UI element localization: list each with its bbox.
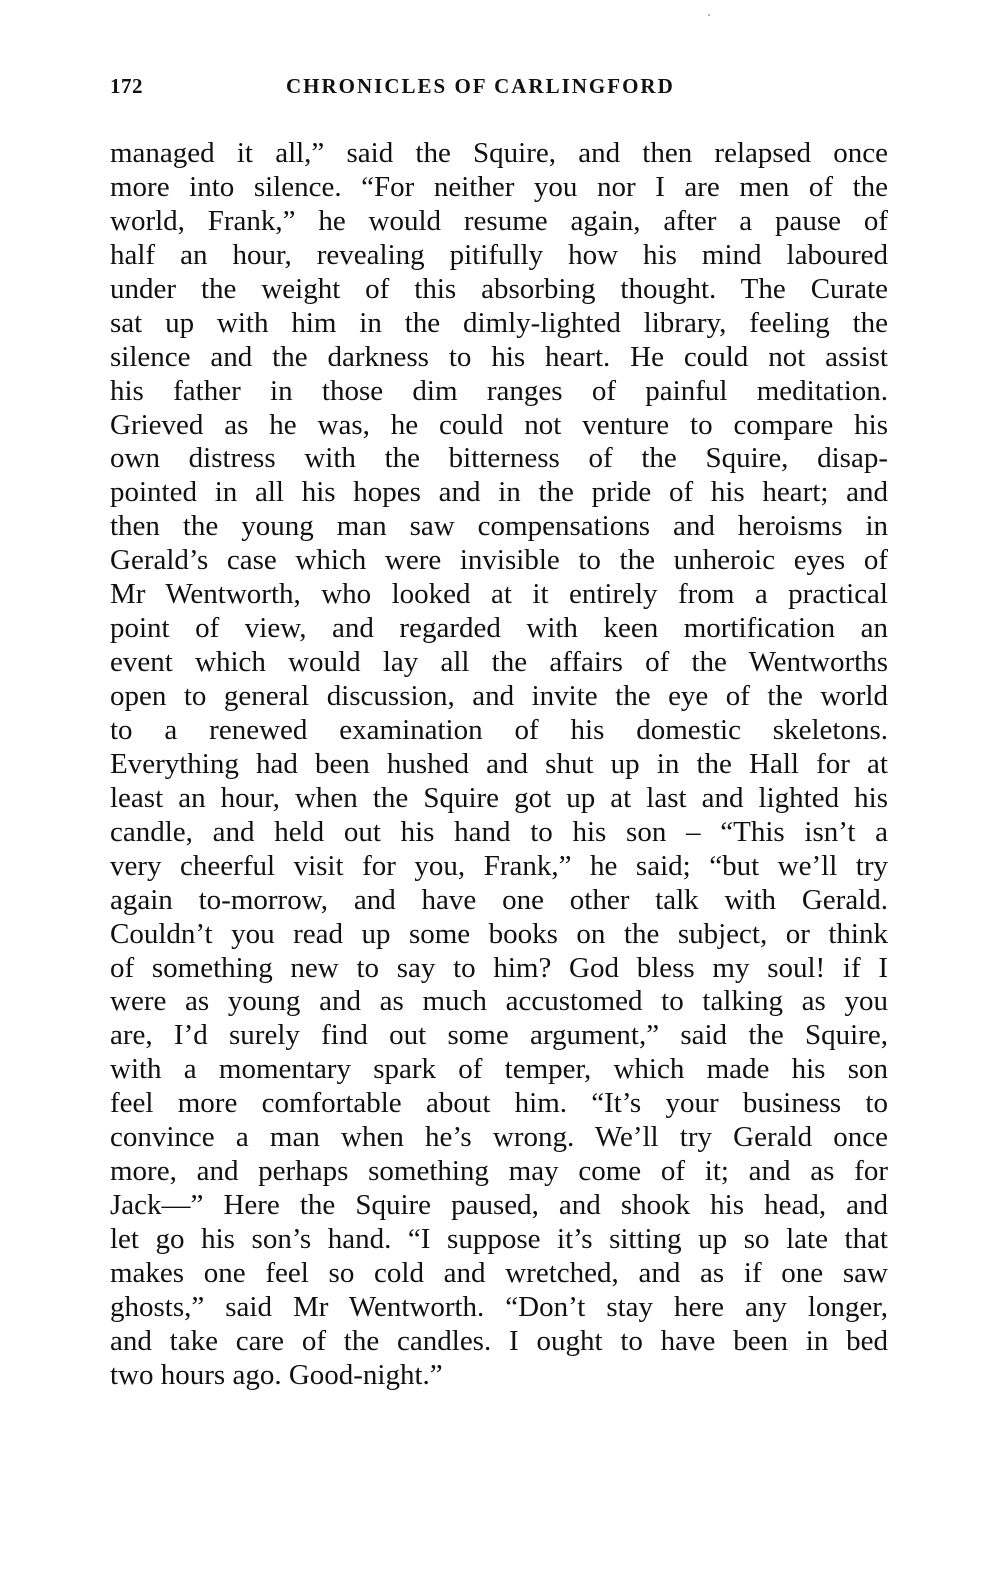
text-line: silence and the darkness to his heart. He could not assist — [110, 340, 888, 373]
text-line: managed it all,” said the Squire, and then relapsed once — [110, 137, 888, 169]
text-line: ghosts,” said Mr Wentworth. “Don’t stay here any longer, — [110, 1290, 888, 1323]
page-number: 172 — [110, 74, 143, 98]
text-line: of something new to say to him? God bless my soul! if I — [110, 951, 888, 984]
text-line: open to general discussion, and invite the eye of the world — [110, 680, 888, 712]
text-line: with a momentary spark of temper, which made his son — [110, 1053, 888, 1086]
text-line-last: two hours ago. Good-night.” — [110, 1358, 443, 1391]
text-line: event which would lay all the affairs of the Wentworths — [110, 646, 888, 679]
text-line: makes one feel so cold and wretched, and as if one saw — [110, 1256, 888, 1289]
running-title: CHRONICLES OF CARLINGFORD — [286, 74, 675, 98]
text-line: Jack—” Here the Squire paused, and shook his head, and — [110, 1189, 888, 1222]
text-line: half an hour, revealing pitifully how his mind laboured — [110, 238, 888, 271]
print-speck — [708, 14, 710, 16]
text-line: least an hour, when the Squire got up at last and lighted his — [110, 781, 888, 814]
text-line: under the weight of this absorbing thought. The Curate — [110, 272, 888, 305]
text-line: are, I’d surely find out some argument,” said the Squire, — [110, 1019, 888, 1052]
text-line: Everything had been hushed and shut up in the Hall for at — [110, 747, 888, 780]
text-line: pointed in all his hopes and in the pride of his heart; and — [110, 476, 888, 509]
text-line: more into silence. “For neither you nor I are men of the — [110, 170, 888, 203]
text-line: point of view, and regarded with keen mortification an — [110, 612, 888, 645]
text-line: more, and perhaps something may come of it; and as for — [110, 1155, 888, 1188]
text-line: candle, and held out his hand to his son – “This isn’t a — [110, 815, 888, 848]
text-line: feel more comfortable about him. “It’s your business to — [110, 1087, 888, 1120]
text-line: convince a man when he’s wrong. We’ll try Gerald once — [110, 1121, 888, 1154]
text-line: then the young man saw compensations and heroisms in — [110, 510, 888, 543]
text-line: sat up with him in the dimly-lighted library, feeling the — [110, 306, 888, 339]
body-text — [110, 137, 888, 1393]
text-line: Couldn’t you read up some books on the subject, or think — [110, 917, 888, 950]
text-line: to a renewed examination of his domestic skeletons. — [110, 713, 888, 746]
text-line: his father in those dim ranges of painful meditation. — [110, 374, 888, 407]
text-line: world, Frank,” he would resume again, after a pause of — [110, 204, 888, 237]
text-line: Mr Wentworth, who looked at it entirely from a practical — [110, 578, 888, 611]
text-line: very cheerful visit for you, Frank,” he said; “but we’ll try — [110, 849, 888, 882]
text-line: again to-morrow, and have one other talk with Gerald. — [110, 883, 888, 916]
text-line: were as young and as much accustomed to talking as you — [110, 985, 888, 1018]
text-line: let go his son’s hand. “I suppose it’s sitting up so late that — [110, 1223, 888, 1255]
running-head — [110, 74, 890, 104]
text-line: and take care of the candles. I ought to have been in bed — [110, 1324, 888, 1357]
text-line: Grieved as he was, he could not venture to compare his — [110, 408, 888, 441]
text-line: Gerald’s case which were invisible to the unheroic eyes of — [110, 544, 888, 577]
text-line: own distress with the bitterness of the Squire, disap- — [110, 442, 888, 475]
